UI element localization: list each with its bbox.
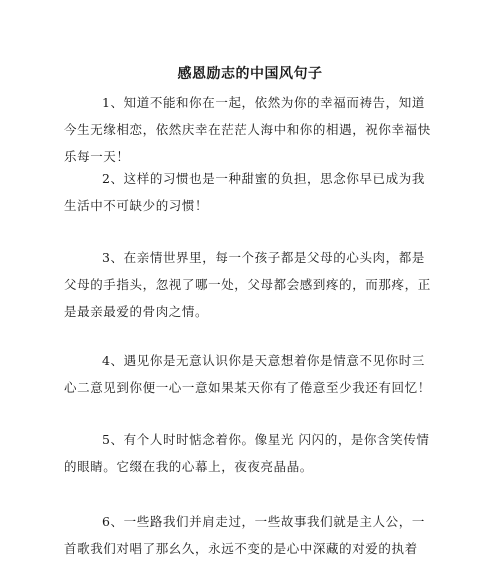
- paragraph-3: 3、在亲情世界里，每一个孩子都是父母的心头肉，都是父母的手指头，忽视了哪一处，父母都会感到疼的，而那疼，正是最亲最爱的骨肉之情。: [64, 250, 431, 319]
- paragraph-6: 6、一些路我们并肩走过，一些故事我们就是主人公，一首歌我们对唱了那幺久，永远不变的是心中深藏的对爱的执着: [64, 514, 425, 556]
- paragraph-5: 5、有个人时时惦念着你。像星光 闪闪的，是你含笑传情的眼睛。它缀在我的心幕上，夜夜亮晶晶。: [64, 432, 430, 474]
- paragraph-1: 1、知道不能和你在一起，依然为你的幸福而祷告，知道今生无缘相恋，依然庆幸在茫茫人海中和你的相遇，祝你幸福快乐每一天！: [64, 95, 431, 164]
- paragraph-2: 2、这样的习惯也是一种甜蜜的负担，思念你早已成为我生活中不可缺少的习惯！: [64, 171, 425, 213]
- paragraph-4: 4、遇见你是无意认识你是天意想着你是情意不见你时三心二意见到你便一心一意如果某天你有了倦意至少我还有回忆！: [64, 353, 431, 395]
- document-title: 感恩励志的中国风句子: [177, 66, 323, 82]
